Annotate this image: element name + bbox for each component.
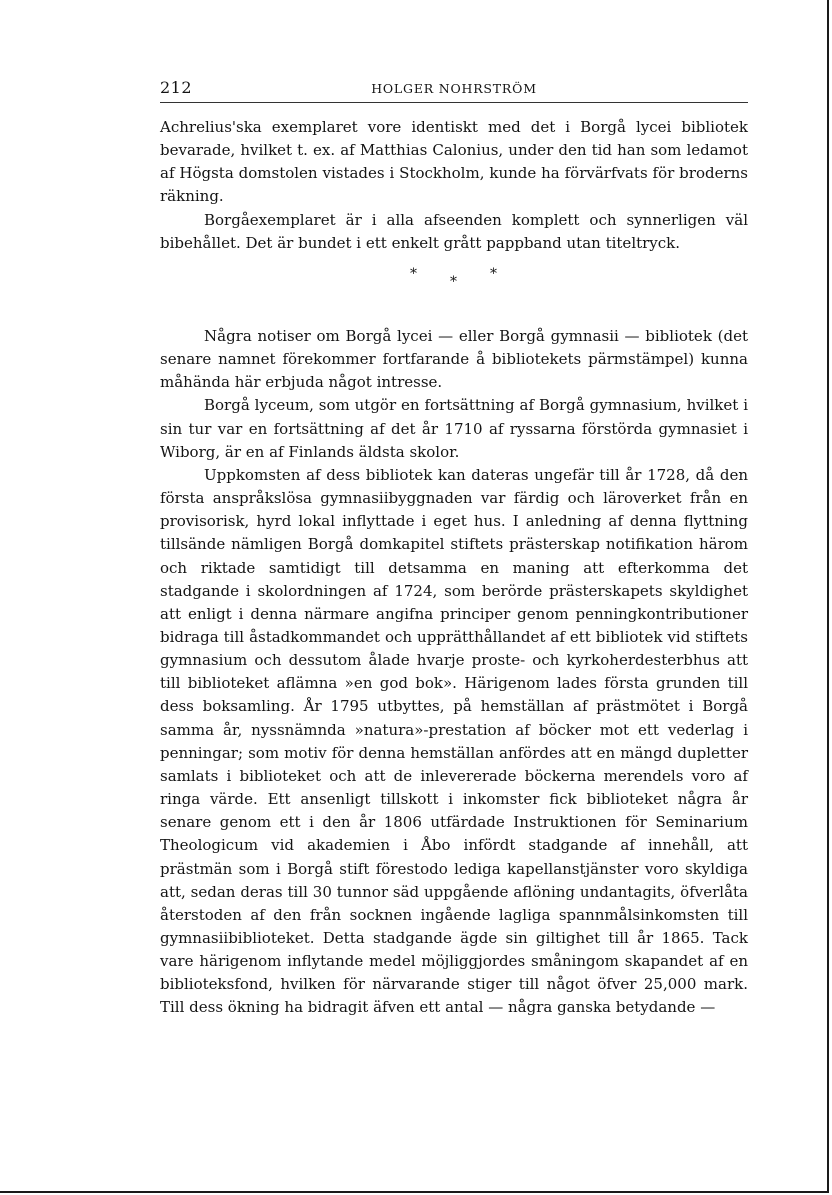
paragraph-4: Borgå lyceum, som utgör en fortsättning af Borgå gymnasium, hvilket i sin tur var en fortsättning af det år 1710 af ryssarna förstörda gymnasiet i Wiborg, är en af Finlands äldsta skolor. — [160, 396, 748, 461]
asterism-star: * — [410, 265, 417, 282]
body-text — [160, 116, 748, 1020]
paragraph-5: Uppkomsten af dess bibliotek kan dateras ungefär till år 1728, då den första anspråkslösa gymnasiibyggnaden var färdig och läroverket från en provisorisk, hyrd lokal inflyttade i eget hus. I anledning af denna flyttning tillsände nämligen Borgå domkapitel stiftets prästerskap notifikation härom och riktade samtidigt till detsamma en maning att efterkomma det stadgande i skolordningen af 1724, som berörde prästerskapets skyldighet att enligt i denna närmare angifna principer genom penningkontributioner bidraga till åstadkommandet och upprätthållandet af ett bibliotek vid stiftets gymnasium och dessutom ålade hvarje proste- och kyrkoherdesterbhus att till biblioteket aflämna »en god bok». Härigenom lades första grunden till dess boksamling. År 1795 utbyttes, på hemställan af prästmötet i Borgå samma år, nyssnämnda »natura»-prestation af böcker mot ett vederlag i penningar; som motiv för denna hemställan anfördes att en mängd dupletter samlats i biblioteket och att de inlevererade böckerna merendels voro af ringa värde. Ett ansenligt tillskott i inkomster fick biblioteket några år senare genom ett i den år 1806 utfärdade Instruktionen för Seminarium Theologicum vid akademien i Åbo infördt stadgande af innehåll, att prästmän som i Borgå stift förestodo lediga kapellanstjänster voro skyldiga att, sedan deras till 30 tunnor säd uppgående aflöning undantagits, öfverlåta återstoden af den från socknen ingående lagliga spannmålsinkomsten till gymnasiibiblioteket. Detta stadgande ägde sin giltighet till år 1865. Tack vare härigenom inflytande medel möjliggjordes småningom skapandet af en biblioteksfond, hvilken för närvarande stiger till något öfver 25,000 mark. Till dess ökning ha bidragit äfven ett antal — några ganska betydande — — [160, 465, 748, 1017]
asterism-star: * — [450, 273, 457, 290]
paragraph-3: Några notiser om Borgå lycei — eller Borgå gymnasii — bibliotek (det senare namnet förekommer fortfarande å bibliotekets pärmstämpel) kunna måhända här erbjuda något intresse. — [160, 326, 748, 392]
paragraph-1: Achrelius'ska exemplaret vore identiskt med det i Borgå lycei bibliotek bevarade, hvilket t. ex. af Matthias Calonius, under den tid han som ledamot af Högsta domstolen vistades i Stockholm, kunde ha förvärfvats för broderns räkning. — [160, 118, 748, 206]
paragraph-2: Borgåexemplaret är i alla afseenden komplett och synnerligen väl bibehållet. Det är bundet i ett enkelt grått pappband utan titeltryck. — [160, 210, 748, 252]
page-number: 212 — [160, 78, 193, 97]
asterism-divider — [160, 259, 748, 299]
asterism-star: * — [490, 265, 497, 282]
page-header — [160, 78, 748, 103]
running-head: HOLGER NOHRSTRÖM — [371, 81, 537, 96]
